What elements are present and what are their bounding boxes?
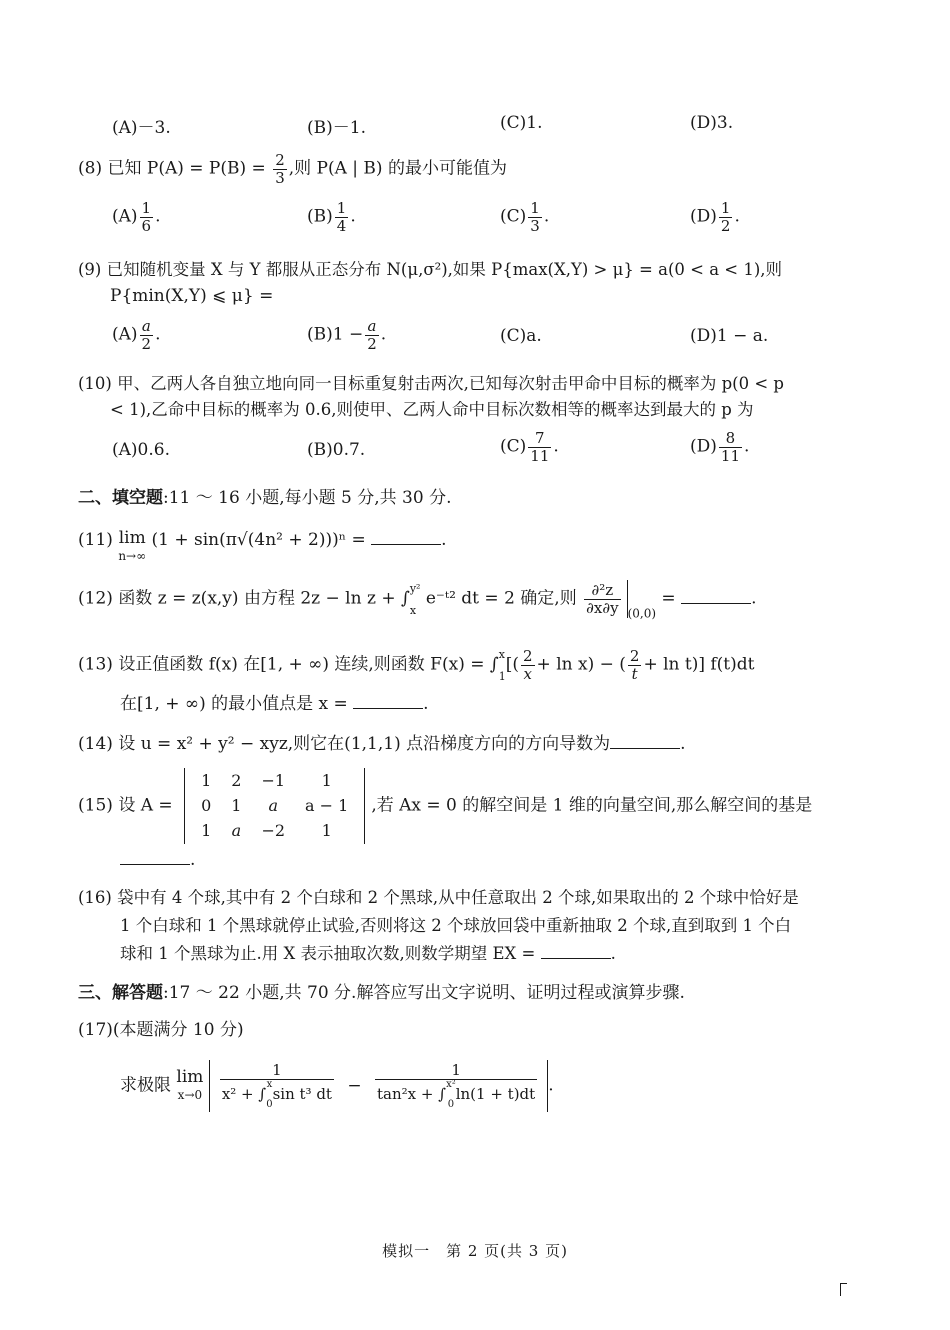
q17-expression: 求极限 lim x→0 1 x² + ∫x 0sin t³ dt − 1 tan²x + ∫x² 0ln(1 + t)dt . (120, 1061, 554, 1110)
q10-option-c: (C) $\frac{7}{11}$ . (500, 429, 559, 465)
q7-option-c: (C)1. (500, 113, 543, 133)
q9-line-2: P{min(X,Y) ⩽ μ} = (110, 286, 274, 306)
q16-line-3: 球和 1 个黑球为止.用 X 表示抽取次数,则数学期望 EX = . (120, 944, 616, 963)
q10-line-1: (10) 甲、乙两人各自独立地向同一目标重复射击两次,已知每次射击甲命中目标的概率为 p(0 < p (78, 374, 784, 393)
q8-text-a: 已知 P(A) = P(B) = (107, 158, 266, 179)
q10-option-a: (A)0.6. (112, 440, 170, 460)
q15: (15) 设 A = 1 2 −1 1 0 1 a a − 1 1 a −2 1 ,若 Ax = 0 的解空间是 1 维的向量空间,那么解空间的基是 (78, 768, 812, 844)
q10-option-b: (B)0.7. (307, 440, 366, 460)
q16-line-2: 1 个白球和 1 个黑球就停止试验,否则将这 2 个球放回袋中重新抽取 2 个球,直到取到 1 个白 (120, 916, 792, 935)
q7-option-a: (A)－3. (112, 118, 171, 138)
q15-answer-line: . (120, 850, 195, 870)
q15-matrix: 1 2 −1 1 0 1 a a − 1 1 a −2 1 (184, 768, 365, 844)
q17-term-1: 1 x² + ∫x 0sin t³ dt (221, 1061, 332, 1110)
page-footer: 模拟一 第 2 页(共 3 页) (382, 1242, 568, 1260)
q12-partial-fraction: $\frac{\text{∂²z}}{\partial x\partial y}$ (586, 581, 619, 617)
q13-integral-limits: x 1 (498, 647, 506, 683)
q8-option-c: (C) $\frac{1}{3}$ . (500, 199, 550, 235)
q8-option-d: (D) $\frac{1}{2}$ . (690, 199, 740, 235)
q14: (14) 设 u = x² + y² − xyz,则它在(1,1,1) 点沿梯度方向的方向导数为 . (78, 734, 686, 754)
q8-option-b: (B) $\frac{1}{4}$ . (307, 199, 356, 235)
q17-limit: lim x→0 (176, 1066, 204, 1102)
q11-expression: (1 + sin(π√(4n² + 2)))ⁿ = (151, 530, 366, 550)
q9-option-d: (D)1 − a. (690, 326, 769, 346)
q8-text-b: ,则 P(A | B) 的最小可能值为 (288, 158, 507, 179)
q7-option-d: (D)3. (690, 113, 734, 133)
q16-answer-blank (541, 944, 611, 959)
q15-answer-blank (120, 850, 190, 865)
q8-label: (8) (78, 158, 103, 179)
q10-line-2: < 1),乙命中目标的概率为 0.6,则使甲、乙两人命中目标次数相等的概率达到最大的 p 为 (110, 400, 754, 419)
q17-header: (17)(本题满分 10 分) (78, 1020, 244, 1040)
q13-line-1: (13) 设正值函数 f(x) 在[1, + ∞) 连续,则函数 F(x) = ∫x 1[( $\frac{2}{x}$ + ln x) − ( $\frac{2}{t}$ + ln t)] f(t)dt (78, 647, 755, 683)
q12: (12) 函数 z = z(x,y) 由方程 2z − ln z + ∫y² x e⁻ᵗ² dt = 2 确定,则 $\frac{\text{∂²z}}{\partial x\partial y}$ $_{(0,0)}$ = . (78, 581, 757, 621)
q17-brackets: 1 x² + ∫x 0sin t³ dt − 1 tan²x + ∫x² 0ln(1 + t)dt (209, 1060, 548, 1112)
q10-option-d: (D) $\frac{8}{11}$ . (690, 429, 750, 465)
section-2-heading (78, 488, 451, 508)
q11-answer-blank (371, 530, 441, 545)
q9-option-a: (A) $\frac{a}{2}$ . (112, 317, 161, 353)
q8-fraction: $\frac{2}{3}$ (275, 151, 285, 187)
q8-option-a: (A) $\frac{1}{6}$ . (112, 199, 161, 235)
q11: (11) lim n→∞ (1 + sin(π√(4n² + 2)))ⁿ = . (78, 528, 447, 563)
q16-line-1: (16) 袋中有 4 个球,其中有 2 个白球和 2 个黑球,从中任意取出 2 个球,如果取出的 2 个球中恰好是 (78, 888, 799, 907)
q13-line-2: 在[1, + ∞) 的最小值点是 x = . (120, 694, 429, 714)
section-3-heading (78, 983, 685, 1003)
section-3-desc: :17 ～ 22 小题,共 70 分.解答应写出文字说明、证明过程或演算步骤. (163, 983, 685, 1003)
section-2-title: 二、填空题 (78, 488, 163, 508)
q14-answer-blank (610, 734, 680, 749)
q9-line-1: (9) 已知随机变量 X 与 Y 都服从正态分布 N(μ,σ²),如果 P{max(X,Y) > μ} = a(0 < a < 1),则 (78, 260, 783, 279)
corner-mark (840, 1283, 847, 1296)
q12-answer-blank (681, 589, 751, 604)
q9-option-c: (C)a. (500, 326, 542, 346)
q12-integral-limits: y² x (409, 581, 421, 617)
q7-option-b: (B)－1. (307, 118, 366, 138)
section-3-title: 三、解答题 (78, 983, 163, 1003)
section-2-desc: :11 ～ 16 小题,每小题 5 分,共 30 分. (163, 488, 452, 508)
q17-term-2: 1 tan²x + ∫x² 0ln(1 + t)dt (377, 1061, 536, 1110)
q8-stem (78, 152, 507, 186)
q11-limit: lim n→∞ (118, 528, 147, 563)
q9-option-b: (B)1 − $\frac{a}{2}$ . (307, 317, 387, 353)
q13-answer-blank (353, 694, 423, 709)
